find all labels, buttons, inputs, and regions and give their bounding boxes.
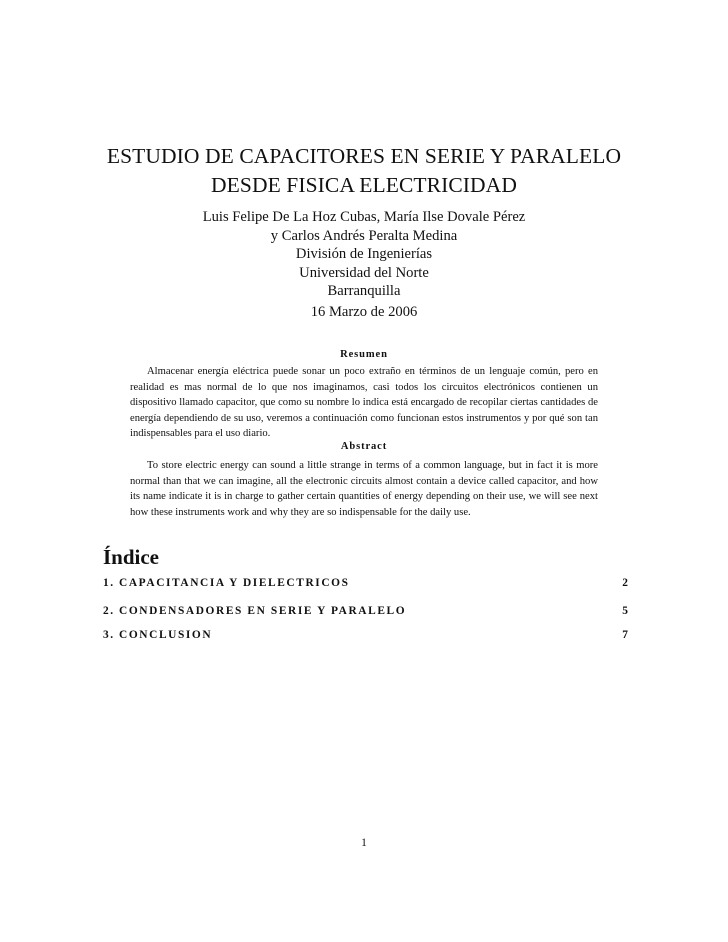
title-line-1: ESTUDIO DE CAPACITORES EN SERIE Y PARALELO <box>106 144 622 168</box>
abstract-body <box>130 458 598 520</box>
toc-entry-label[interactable]: CONCLUSION <box>119 629 213 641</box>
toc-entry[interactable] <box>103 577 628 593</box>
toc-entry-label[interactable]: CAPACITANCIA Y DIELECTRICOS <box>119 577 350 589</box>
publication-date: 16 Marzo de 2006 <box>310 304 418 320</box>
authors-line-2: y Carlos Andrés Peralta Medina <box>270 227 458 244</box>
toc-entry-number: 1. <box>103 577 115 589</box>
page-number: 1 <box>361 837 367 849</box>
department: División de Ingenierías <box>295 246 433 263</box>
abstract-heading: Abstract <box>340 441 388 452</box>
index-title: Índice <box>103 545 160 569</box>
abstract-text: To store electric energy can sound a little strange in terms of a common language, but in fact it is more normal than that we can imagine, all the electronic circuits almost contain a device called capacitor, and how its name indicate it is in charge to gather certain quantities of energy depending on their use, we will see next how these instruments work and why they are so indispensable for the daily use. <box>130 460 598 518</box>
toc-entry-page[interactable]: 5 <box>622 605 628 617</box>
resumen-body <box>130 364 598 442</box>
toc-entry[interactable] <box>103 605 628 621</box>
university: Universidad del Norte <box>299 264 429 281</box>
toc-entry-page[interactable]: 7 <box>622 629 628 641</box>
toc-entry-label[interactable]: CONDENSADORES EN SERIE Y PARALELO <box>119 605 407 617</box>
toc-entry-number: 2. <box>103 605 115 617</box>
author-block <box>60 208 668 301</box>
toc-entry-number: 3. <box>103 629 115 641</box>
toc-entry-page[interactable]: 2 <box>622 577 628 589</box>
resumen-text: Almacenar energía eléctrica puede sonar un poco extraño en términos de un lenguaje común, pero en realidad es mas normal de lo que nos imaginamos, casi todos los circuitos electrónicos contienen un dispositivo llamado capacitor, que como su nombre lo indica está encargado de recopilar ciertas cantidades de energía dependiendo de su uso, veremos a continuación como funcionan estos instrumentos y por qué son tan indispensables para el uso diario. <box>130 366 598 440</box>
paper-title <box>60 142 668 200</box>
resumen-heading: Resumen <box>340 349 388 360</box>
authors-line-1: Luis Felipe De La Hoz Cubas, María Ilse Dovale Pérez <box>202 209 526 225</box>
toc-entry[interactable] <box>103 629 628 645</box>
title-line-2: DESDE FISICA ELECTRICIDAD <box>211 173 517 197</box>
city: Barranquilla <box>327 283 401 300</box>
